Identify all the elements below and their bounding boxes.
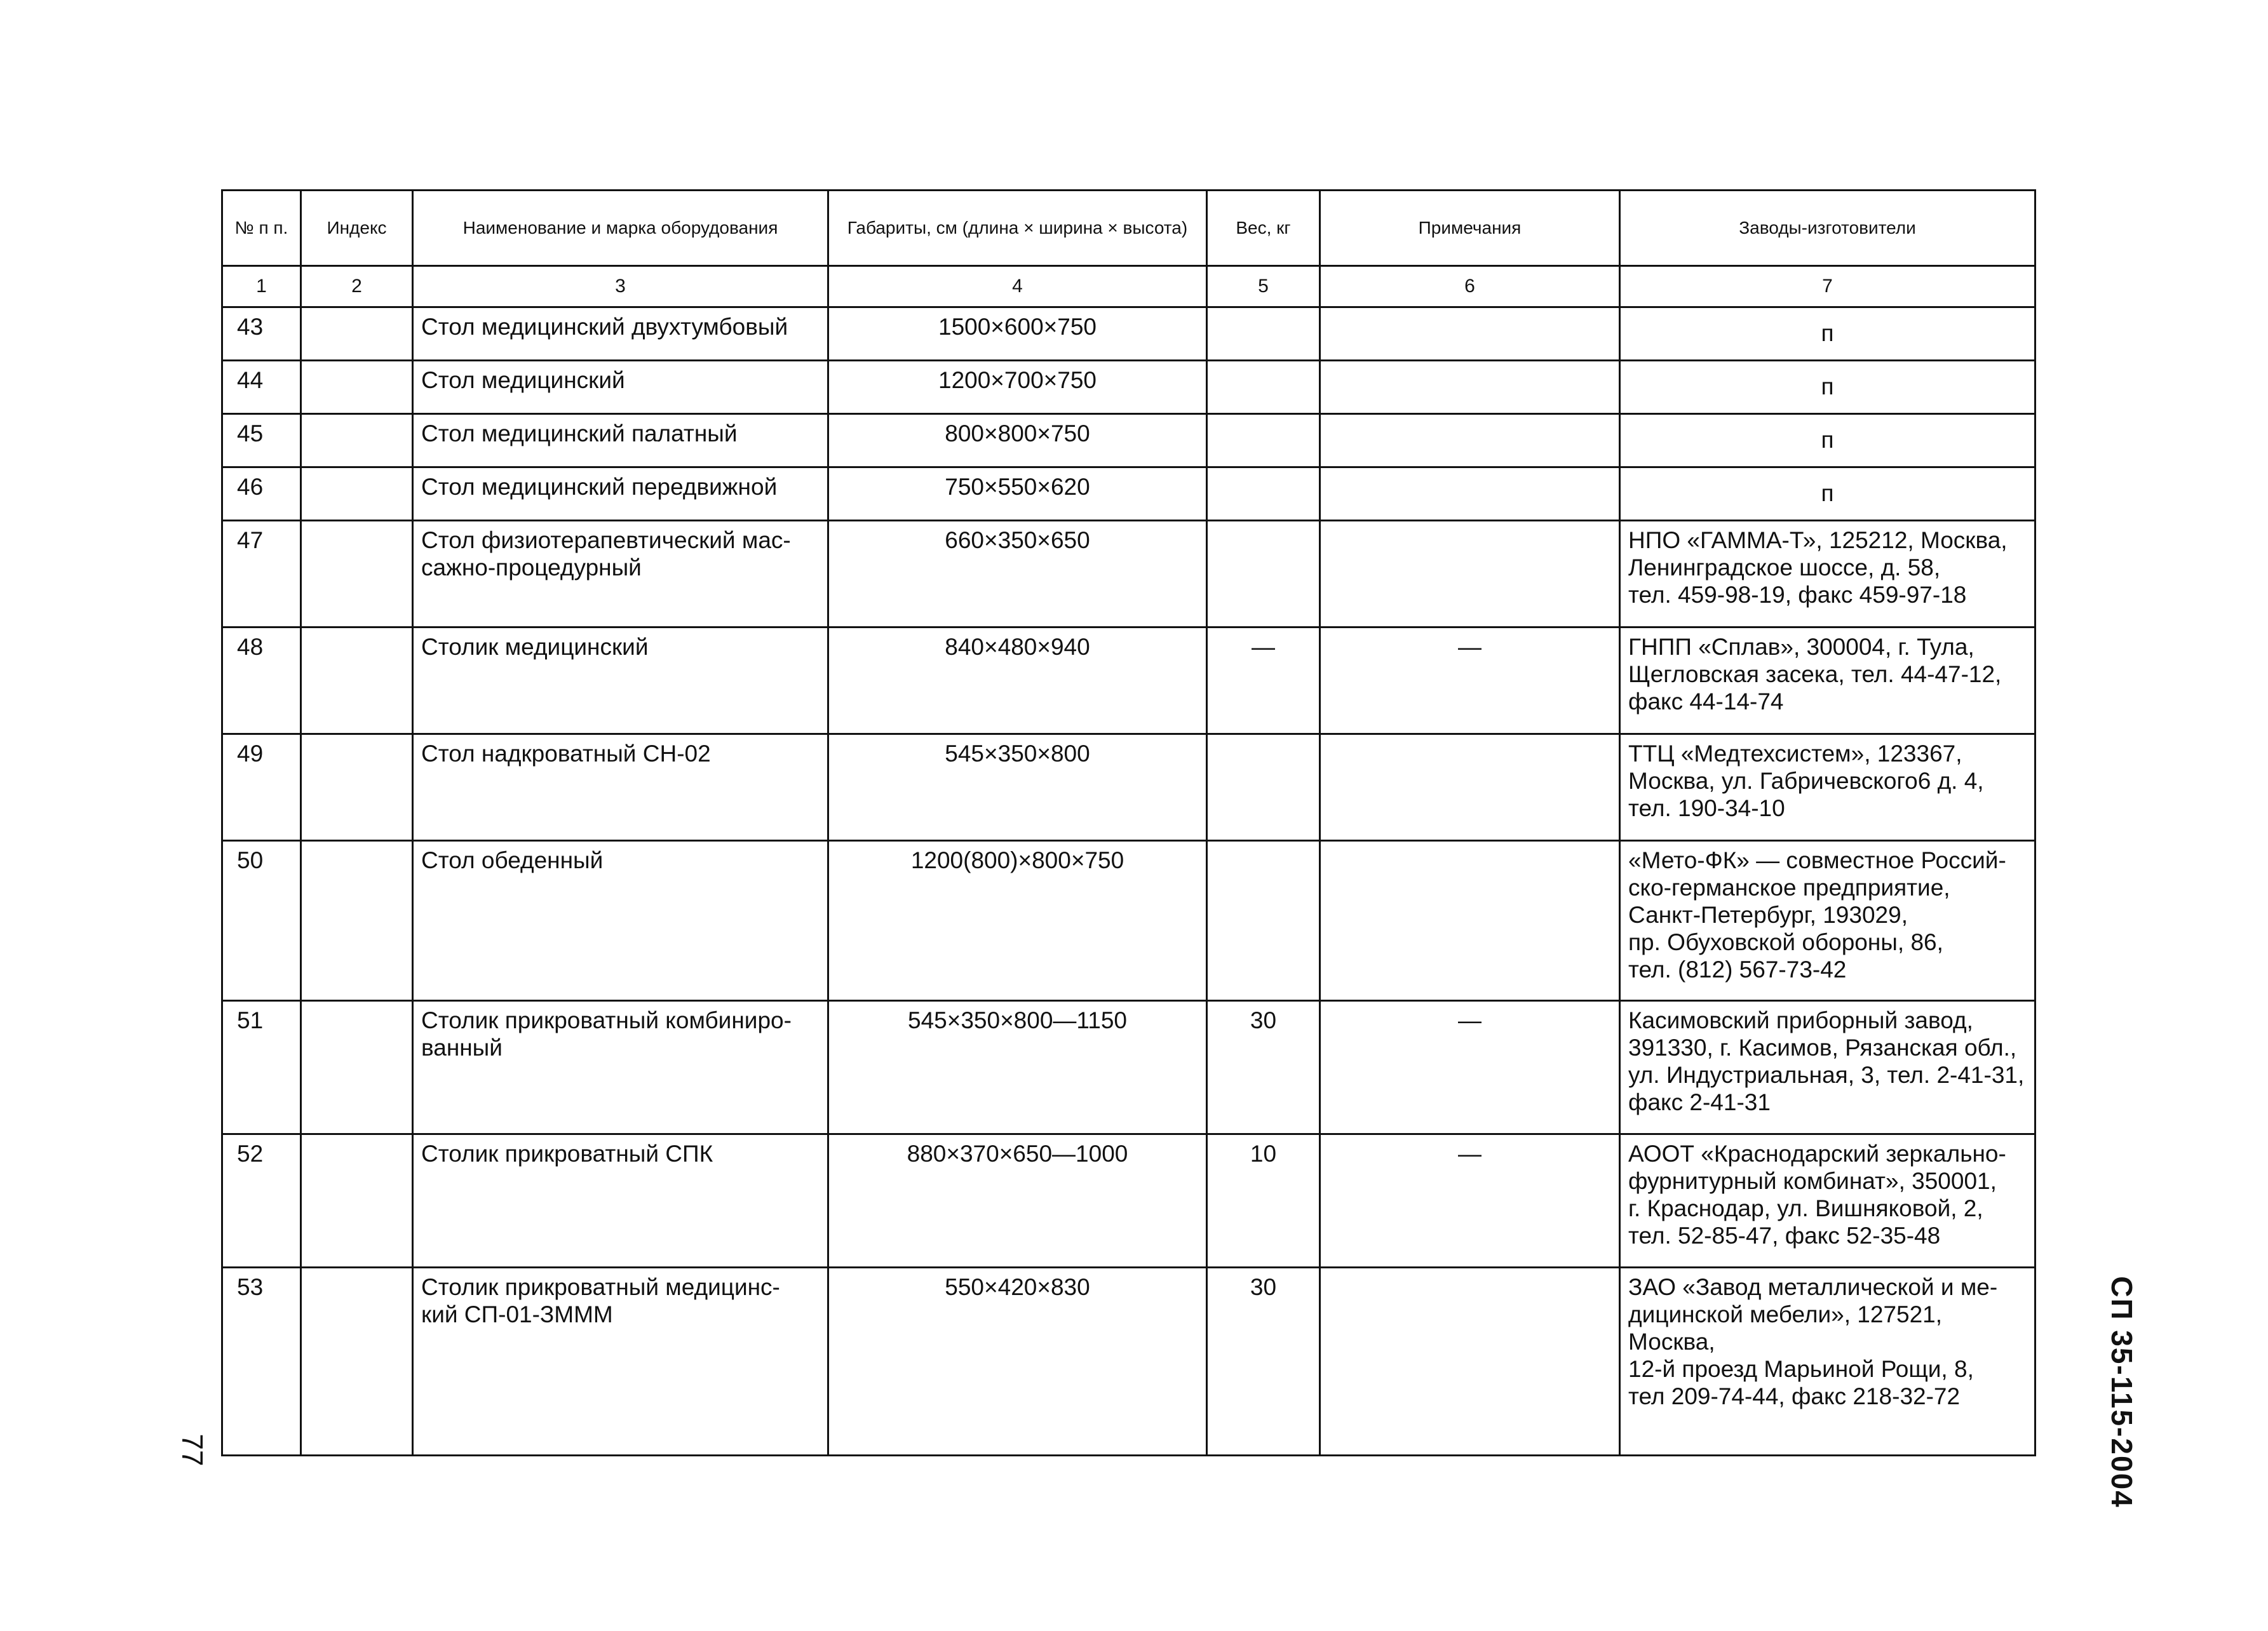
cell-line: Стол обеденный	[421, 847, 604, 873]
table-row	[222, 841, 2035, 1001]
header-number: № п п.	[222, 191, 301, 266]
row-number: 47	[222, 521, 301, 628]
document-code: СП 35-115-2004	[2105, 1276, 2138, 1508]
row-index	[301, 467, 413, 521]
table-row	[222, 628, 2035, 734]
cell-line: п	[1821, 320, 1834, 346]
dimensions: 800×800×750	[828, 414, 1207, 467]
cell-line: Стол надкроватный СН-02	[421, 741, 711, 767]
cell-line: Столик прикроватный медицинс-	[421, 1274, 780, 1300]
notes	[1320, 521, 1620, 628]
row-index	[301, 1268, 413, 1456]
dimensions: 545×350×800—1150	[828, 1001, 1207, 1134]
manufacturer	[1620, 1001, 2035, 1134]
row-index	[301, 307, 413, 361]
row-number: 43	[222, 307, 301, 361]
weight	[1207, 841, 1320, 1001]
table-row	[222, 307, 2035, 361]
dimensions: 660×350×650	[828, 521, 1207, 628]
row-number: 46	[222, 467, 301, 521]
cell-line: АООТ «Краснодарский зеркально-	[1628, 1141, 2006, 1167]
cell-line: Ленинградское шоссе, д. 58,	[1628, 554, 1941, 581]
cell-line: ГНПП «Сплав», 300004, г. Тула,	[1628, 634, 1974, 660]
column-number: 3	[413, 266, 828, 307]
table-row	[222, 521, 2035, 628]
page-number: 77	[176, 1433, 209, 1467]
notes	[1320, 307, 1620, 361]
cell-line: тел. 190-34-10	[1628, 795, 1785, 821]
manufacturer	[1620, 307, 2035, 361]
manufacturer	[1620, 841, 2035, 1001]
cell-line: п	[1821, 427, 1834, 453]
row-index	[301, 361, 413, 414]
notes: —	[1320, 1134, 1620, 1268]
row-index	[301, 841, 413, 1001]
dimensions: 1200(800)×800×750	[828, 841, 1207, 1001]
cell-line: Стол медицинский передвижной	[421, 474, 778, 500]
cell-line: п	[1821, 480, 1834, 506]
column-number: 4	[828, 266, 1207, 307]
cell-line: Столик прикроватный комбиниро-	[421, 1007, 792, 1033]
header-name: Наименование и марка оборудования	[413, 191, 828, 266]
manufacturer	[1620, 1134, 2035, 1268]
cell-line: ЗАО «Завод металлической и ме-	[1628, 1274, 1998, 1300]
notes: —	[1320, 1001, 1620, 1134]
manufacturer	[1620, 414, 2035, 467]
header-index: Индекс	[301, 191, 413, 266]
cell-line: Столик прикроватный СПК	[421, 1141, 713, 1167]
dimensions: 840×480×940	[828, 628, 1207, 734]
table-row	[222, 1134, 2035, 1268]
manufacturer	[1620, 1268, 2035, 1456]
table-body	[222, 307, 2035, 1456]
dimensions: 1500×600×750	[828, 307, 1207, 361]
row-number: 45	[222, 414, 301, 467]
cell-line: тел 209-74-44, факс 218-32-72	[1628, 1383, 1961, 1409]
row-number: 44	[222, 361, 301, 414]
cell-line: Стол медицинский палатный	[421, 420, 738, 446]
header-notes: Примечания	[1320, 191, 1620, 266]
row-number: 48	[222, 628, 301, 734]
equipment-name	[413, 414, 828, 467]
weight	[1207, 734, 1320, 841]
table-row	[222, 734, 2035, 841]
cell-line: Санкт-Петербург, 193029,	[1628, 902, 1908, 928]
weight	[1207, 307, 1320, 361]
cell-line: Стол физиотерапевтический мас-	[421, 527, 791, 553]
table-row	[222, 361, 2035, 414]
notes	[1320, 841, 1620, 1001]
header-weight: Вес, кг	[1207, 191, 1320, 266]
notes	[1320, 467, 1620, 521]
cell-line: 391330, г. Касимов, Рязанская обл.,	[1628, 1035, 2017, 1061]
header-manufacturers: Заводы-изготовители	[1620, 191, 2035, 266]
dimensions: 750×550×620	[828, 467, 1207, 521]
cell-line: Стол медицинский двухтумбовый	[421, 314, 788, 340]
cell-line: Щегловская засека, тел. 44-47-12,	[1628, 661, 2002, 687]
equipment-name	[413, 841, 828, 1001]
notes	[1320, 734, 1620, 841]
row-number: 50	[222, 841, 301, 1001]
cell-line: п	[1821, 373, 1834, 399]
equipment-name	[413, 734, 828, 841]
weight	[1207, 414, 1320, 467]
weight: 10	[1207, 1134, 1320, 1268]
table-row	[222, 1001, 2035, 1134]
row-index	[301, 734, 413, 841]
equipment-name	[413, 1001, 828, 1134]
notes	[1320, 1268, 1620, 1456]
cell-line: тел. 52-85-47, факс 52-35-48	[1628, 1223, 1941, 1249]
weight: —	[1207, 628, 1320, 734]
cell-line: Столик медицинский	[421, 634, 649, 660]
equipment-name	[413, 1268, 828, 1456]
cell-line: тел. 459-98-19, факс 459-97-18	[1628, 582, 1967, 608]
cell-line: «Мето-ФК» — совместное Россий-	[1628, 847, 2006, 873]
cell-line: факс 2-41-31	[1628, 1089, 1771, 1115]
cell-line: Стол медицинский	[421, 367, 625, 393]
notes	[1320, 361, 1620, 414]
cell-line: фурнитурный комбинат», 350001,	[1628, 1168, 1997, 1194]
row-number: 49	[222, 734, 301, 841]
dimensions: 550×420×830	[828, 1268, 1207, 1456]
row-number: 53	[222, 1268, 301, 1456]
dimensions: 545×350×800	[828, 734, 1207, 841]
column-number: 1	[222, 266, 301, 307]
column-number-row	[222, 266, 2035, 307]
cell-line: ванный	[421, 1035, 503, 1061]
column-number: 7	[1620, 266, 2035, 307]
row-number: 52	[222, 1134, 301, 1268]
cell-line: факс 44-14-74	[1628, 688, 1784, 715]
equipment-table	[221, 189, 2036, 1456]
notes: —	[1320, 628, 1620, 734]
row-index	[301, 628, 413, 734]
row-index	[301, 414, 413, 467]
header-dimensions: Габариты, см (длина × ширина × высота)	[828, 191, 1207, 266]
equipment-name	[413, 361, 828, 414]
weight	[1207, 521, 1320, 628]
column-number: 5	[1207, 266, 1320, 307]
weight: 30	[1207, 1268, 1320, 1456]
cell-line: НПО «ГАММА-Т», 125212, Москва,	[1628, 527, 2008, 553]
cell-line: Москва, ул. Габричевского6 д. 4,	[1628, 768, 1984, 794]
row-number: 51	[222, 1001, 301, 1134]
manufacturer	[1620, 467, 2035, 521]
column-number: 6	[1320, 266, 1620, 307]
row-index	[301, 521, 413, 628]
cell-line: г. Краснодар, ул. Вишняковой, 2,	[1628, 1195, 1983, 1221]
row-index	[301, 1134, 413, 1268]
cell-line: сажно-процедурный	[421, 554, 642, 581]
equipment-name	[413, 467, 828, 521]
header-row	[222, 191, 2035, 266]
column-number: 2	[301, 266, 413, 307]
cell-line: ул. Индустриальная, 3, тел. 2-41-31,	[1628, 1062, 2025, 1088]
weight	[1207, 361, 1320, 414]
cell-line: ТТЦ «Медтехсистем», 123367,	[1628, 741, 1962, 767]
weight	[1207, 467, 1320, 521]
cell-line: пр. Обуховской обороны, 86,	[1628, 929, 1943, 955]
equipment-name	[413, 1134, 828, 1268]
equipment-name	[413, 307, 828, 361]
equipment-name	[413, 628, 828, 734]
cell-line: ско-германское предприятие,	[1628, 875, 1950, 901]
dimensions: 880×370×650—1000	[828, 1134, 1207, 1268]
cell-line: тел. (812) 567-73-42	[1628, 956, 1847, 983]
weight: 30	[1207, 1001, 1320, 1134]
table-row	[222, 414, 2035, 467]
cell-line: дицинской мебели», 127521, Москва,	[1628, 1301, 1943, 1355]
cell-line: Касимовский приборный завод,	[1628, 1007, 1973, 1033]
table-row	[222, 467, 2035, 521]
manufacturer	[1620, 521, 2035, 628]
dimensions: 1200×700×750	[828, 361, 1207, 414]
notes	[1320, 414, 1620, 467]
equipment-name	[413, 521, 828, 628]
manufacturer	[1620, 734, 2035, 841]
row-index	[301, 1001, 413, 1134]
manufacturer	[1620, 361, 2035, 414]
manufacturer	[1620, 628, 2035, 734]
table-row	[222, 1268, 2035, 1456]
cell-line: 12-й проезд Марьиной Рощи, 8,	[1628, 1356, 1974, 1382]
cell-line: кий СП-01-ЗМММ	[421, 1301, 613, 1327]
